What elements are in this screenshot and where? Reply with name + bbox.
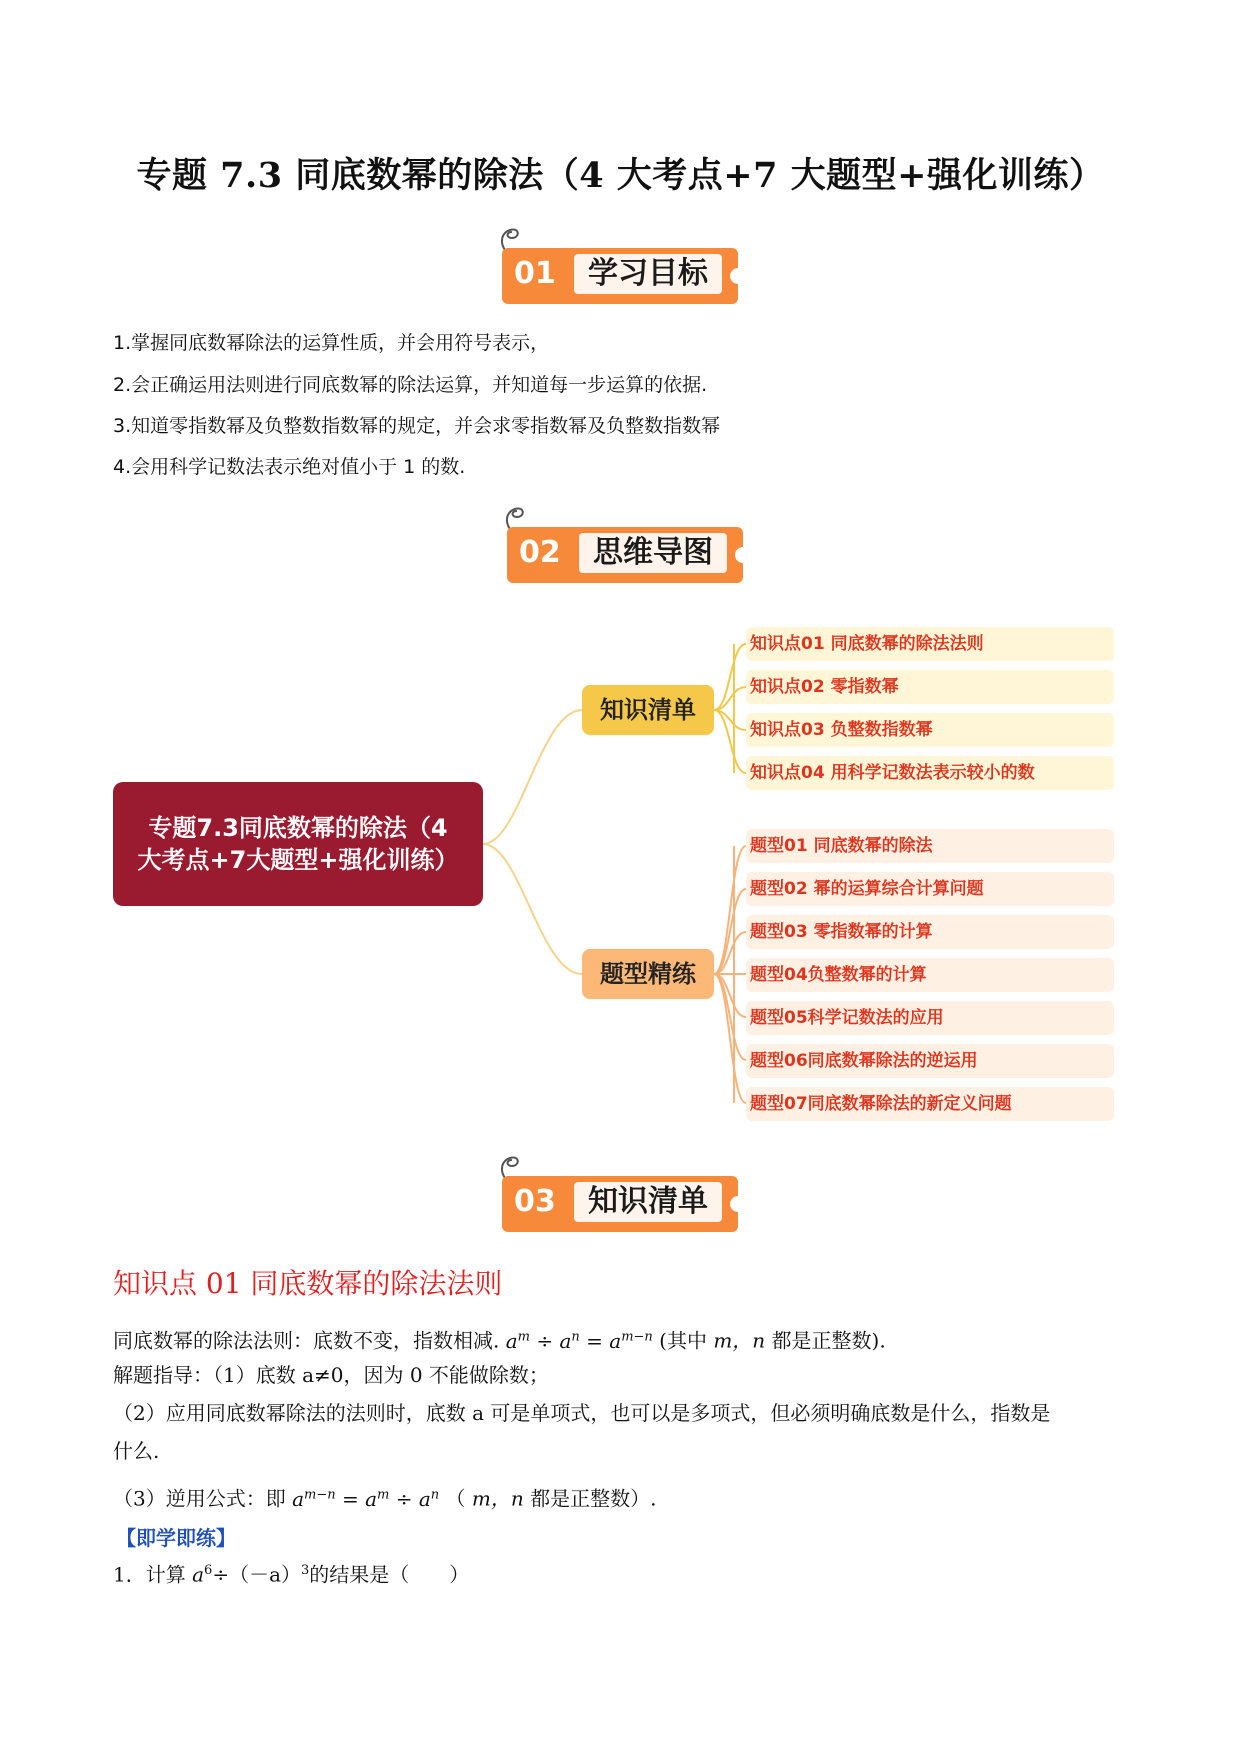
guide-3-suffix-1: （ xyxy=(445,1486,466,1511)
mindmap-type-item: 题型05科学记数法的应用 xyxy=(746,1001,1114,1035)
mindmap-type-item: 题型06同底数幂除法的逆运用 xyxy=(746,1044,1114,1078)
question-1-mid: ÷（－a） xyxy=(212,1562,301,1587)
mindmap-knowledge-item: 知识点04 用科学记数法表示较小的数 xyxy=(746,756,1114,790)
document-title: 专题 7.3 同底数幂的除法（4 大考点+7 大题型+强化训练） xyxy=(136,155,1105,196)
rule-suffix-2: 都是正整数). xyxy=(771,1328,886,1353)
mindmap-branch-knowledge: 知识清单 xyxy=(582,685,714,735)
question-1 xyxy=(113,1556,469,1590)
question-1-suffix: 的结果是（ ） xyxy=(309,1562,470,1587)
objective-3: 3.知道零指数幂及负整数指数幂的规定，并会求零指数幂及负整数指数幂 xyxy=(113,415,721,437)
section-number: 03 xyxy=(514,1184,556,1219)
mindmap-type-item: 题型01 同底数幂的除法 xyxy=(746,829,1114,863)
section-banner-knowledge xyxy=(502,1170,738,1234)
rule-formula: $a^m \div a^n = a^{m-n}$ xyxy=(505,1328,653,1353)
mindmap-knowledge-item: 知识点02 零指数幂 xyxy=(746,670,1114,704)
mindmap-knowledge-item: 知识点01 同底数幂的除法法则 xyxy=(746,627,1114,661)
guide-3-suffix-2: 都是正整数）. xyxy=(530,1486,657,1511)
guide-3-vars: m，n xyxy=(471,1486,524,1511)
practice-label: 【即学即练】 xyxy=(116,1526,236,1550)
guide-2b: 什么. xyxy=(113,1439,160,1463)
mindmap-type-item: 题型03 零指数幂的计算 xyxy=(746,915,1114,949)
rule-suffix-1: (其中 xyxy=(659,1328,707,1353)
banner-notch xyxy=(730,1196,740,1212)
section-label: 学习目标 xyxy=(574,254,722,294)
rule-line xyxy=(113,1322,886,1356)
question-1-exp: 6 xyxy=(204,1563,213,1578)
mindmap-type-item: 题型07同底数幂除法的新定义问题 xyxy=(746,1087,1114,1121)
guide-1: 解题指导：（1）底数 a≠0，因为 0 不能做除数； xyxy=(113,1363,549,1387)
question-1-exp2: 3 xyxy=(301,1563,310,1578)
guide-3-formula: $a^{m-n} = a^m \div a^n$ xyxy=(292,1486,440,1511)
objective-1: 1.掌握同底数幂除法的运算性质，并会用符号表示， xyxy=(113,332,550,354)
rule-prefix: 同底数幂的除法法则：底数不变，指数相减. xyxy=(113,1328,500,1353)
section-label: 知识清单 xyxy=(574,1182,722,1222)
mindmap-root xyxy=(113,782,483,906)
section-number: 02 xyxy=(519,535,561,570)
knowledge-point-heading: 知识点 01 同底数幂的除法法则 xyxy=(113,1267,503,1300)
question-1-base: a xyxy=(192,1562,205,1587)
mindmap-type-item: 题型04负整数幂的计算 xyxy=(746,958,1114,992)
mindmap-type-item: 题型02 幂的运算综合计算问题 xyxy=(746,872,1114,906)
mindmap-branch-types: 题型精练 xyxy=(582,949,714,999)
section-label: 思维导图 xyxy=(579,533,727,573)
guide-2: （2）应用同底数幂除法的法则时，底数 a 可是单项式，也可以是多项式，但必须明确底数是什么，指数是 xyxy=(113,1401,1051,1425)
section-number: 01 xyxy=(514,256,556,291)
objective-2: 2.会正确运用法则进行同底数幂的除法运算，并知道每一步运算的依据. xyxy=(113,374,708,396)
objective-4: 4.会用科学记数法表示绝对值小于 1 的数. xyxy=(113,456,466,478)
guide-3-prefix: （3）逆用公式：即 xyxy=(113,1486,286,1511)
rule-vars: m，n xyxy=(713,1328,766,1353)
guide-3 xyxy=(113,1480,656,1514)
mindmap-knowledge-item: 知识点03 负整数指数幂 xyxy=(746,713,1114,747)
mindmap-root-label: 专题7.3同底数幂的除法（4大考点+7大题型+强化训练） xyxy=(137,814,459,874)
question-1-prefix: 1．计算 xyxy=(113,1562,186,1587)
